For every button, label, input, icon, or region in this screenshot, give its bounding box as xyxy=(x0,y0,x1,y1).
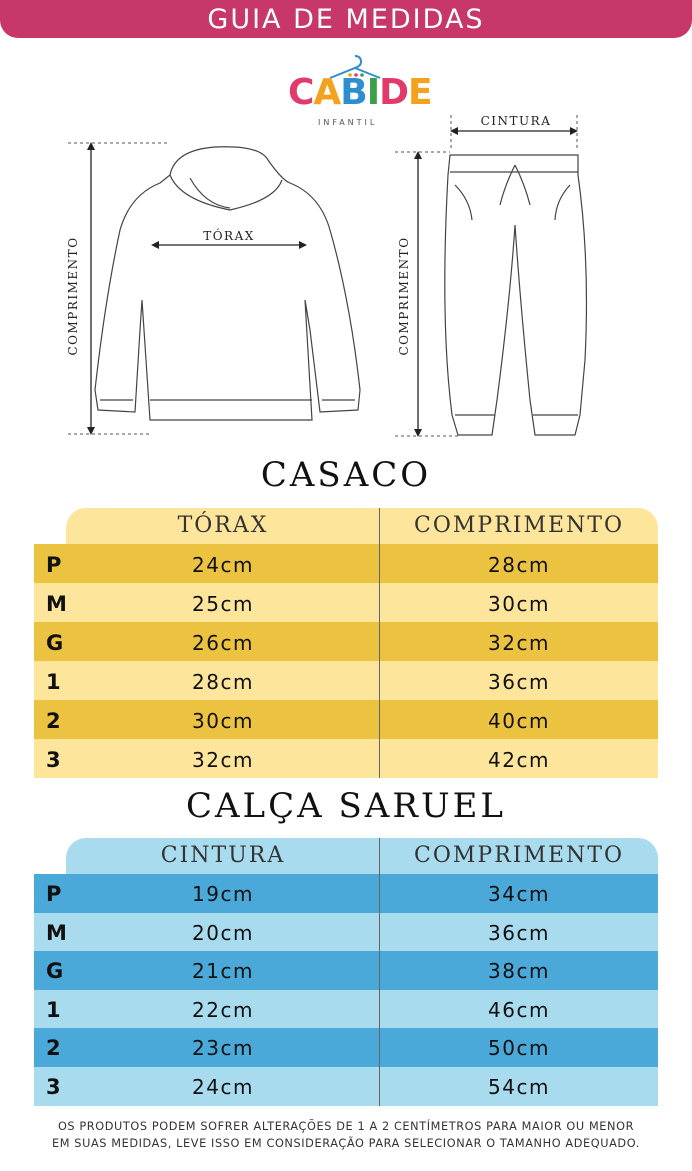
casaco-cell-c2: 36cm xyxy=(488,670,550,694)
hoodie-length-label: COMPRIMENTO xyxy=(66,236,80,356)
calca-cell-c1: 22cm xyxy=(192,997,254,1022)
casaco-cell-c2: 42cm xyxy=(488,748,550,772)
pants-drawing xyxy=(445,155,587,435)
casaco-column-divider xyxy=(379,508,380,778)
calca-cell-c2: 46cm xyxy=(488,997,550,1022)
casaco-row-g xyxy=(34,622,658,661)
casaco-col-torax: TÓRAX xyxy=(177,513,269,538)
casaco-table-header xyxy=(66,508,658,544)
hoodie-width-label: TÓRAX xyxy=(203,229,255,243)
casaco-cell-c2: 30cm xyxy=(488,592,550,616)
casaco-cell-sz: 1 xyxy=(46,670,61,694)
calca-cell-c1: 23cm xyxy=(192,1036,254,1061)
calca-cell-sz: P xyxy=(46,882,62,906)
casaco-cell-c1: 32cm xyxy=(192,748,254,772)
casaco-cell-c1: 30cm xyxy=(192,709,254,733)
garment-illustration xyxy=(0,0,692,450)
casaco-cell-c2: 40cm xyxy=(488,709,550,733)
casaco-cell-c2: 28cm xyxy=(488,553,550,577)
disclaimer xyxy=(0,1118,692,1152)
disclaimer-line-2: EM SUAS MEDIDAS, LEVE ISSO EM CONSIDERAÇÃO PARA SELECIONAR O TAMANHO ADEQUADO. xyxy=(52,1137,640,1150)
pants-width-label: CINTURA xyxy=(480,114,552,128)
calca-cell-sz: G xyxy=(46,959,64,984)
casaco-row-2 xyxy=(34,700,658,739)
casaco-row-3 xyxy=(34,739,658,778)
calca-col-comprimento: COMPRIMENTO xyxy=(414,843,624,868)
casaco-row-1 xyxy=(34,661,658,700)
calca-row-2 xyxy=(34,1028,658,1067)
casaco-cell-c1: 26cm xyxy=(192,631,254,655)
calca-cell-sz: 2 xyxy=(46,1036,61,1061)
casaco-cell-c1: 25cm xyxy=(192,592,254,616)
calca-col-cintura: CINTURA xyxy=(160,843,286,868)
casaco-row-m xyxy=(34,583,658,622)
calca-row-p xyxy=(34,874,658,913)
calca-cell-c1: 19cm xyxy=(192,882,254,906)
casaco-cell-sz: 3 xyxy=(46,748,61,772)
casaco-table xyxy=(34,508,658,778)
casaco-cell-c2: 32cm xyxy=(488,631,550,655)
calca-cell-c1: 20cm xyxy=(192,920,254,945)
calca-row-m xyxy=(34,913,658,952)
casaco-cell-sz: 2 xyxy=(46,709,61,733)
casaco-cell-c1: 28cm xyxy=(192,670,254,694)
hoodie-drawing xyxy=(95,147,360,420)
brand-tagline: INFANTIL xyxy=(318,118,378,127)
casaco-cell-c1: 24cm xyxy=(192,553,254,577)
calca-cell-c1: 24cm xyxy=(192,1075,254,1099)
pants-length-label: COMPRIMENTO xyxy=(397,236,411,356)
calca-cell-c2: 36cm xyxy=(488,920,550,945)
calca-cell-c2: 34cm xyxy=(488,882,550,906)
calca-row-3 xyxy=(34,1067,658,1106)
calca-table xyxy=(34,838,658,1106)
calca-cell-c2: 54cm xyxy=(488,1075,550,1099)
casaco-title: CASACO xyxy=(260,455,432,495)
brand-name: CABIDE xyxy=(288,72,432,113)
casaco-row-p xyxy=(34,544,658,583)
casaco-cell-sz: G xyxy=(46,631,64,655)
calca-table-header xyxy=(66,838,658,874)
calca-column-divider xyxy=(379,838,380,1106)
calca-row-1 xyxy=(34,990,658,1029)
casaco-cell-sz: P xyxy=(46,553,62,577)
calca-cell-sz: M xyxy=(46,920,67,945)
page-title: GUIA DE MEDIDAS xyxy=(207,3,485,35)
casaco-col-comprimento: COMPRIMENTO xyxy=(414,513,624,538)
calca-cell-c1: 21cm xyxy=(192,959,254,984)
calca-cell-sz: 1 xyxy=(46,997,61,1022)
calca-cell-sz: 3 xyxy=(46,1075,61,1099)
calca-cell-c2: 50cm xyxy=(488,1036,550,1061)
disclaimer-line-1: OS PRODUTOS PODEM SOFRER ALTERAÇÕES DE 1 A 2 CENTÍMETROS PARA MAIOR OU MENOR xyxy=(57,1120,635,1133)
calca-title: CALÇA SARUEL xyxy=(185,786,507,826)
calca-row-g xyxy=(34,951,658,990)
casaco-cell-sz: M xyxy=(46,592,67,616)
calca-cell-c2: 38cm xyxy=(488,959,550,984)
